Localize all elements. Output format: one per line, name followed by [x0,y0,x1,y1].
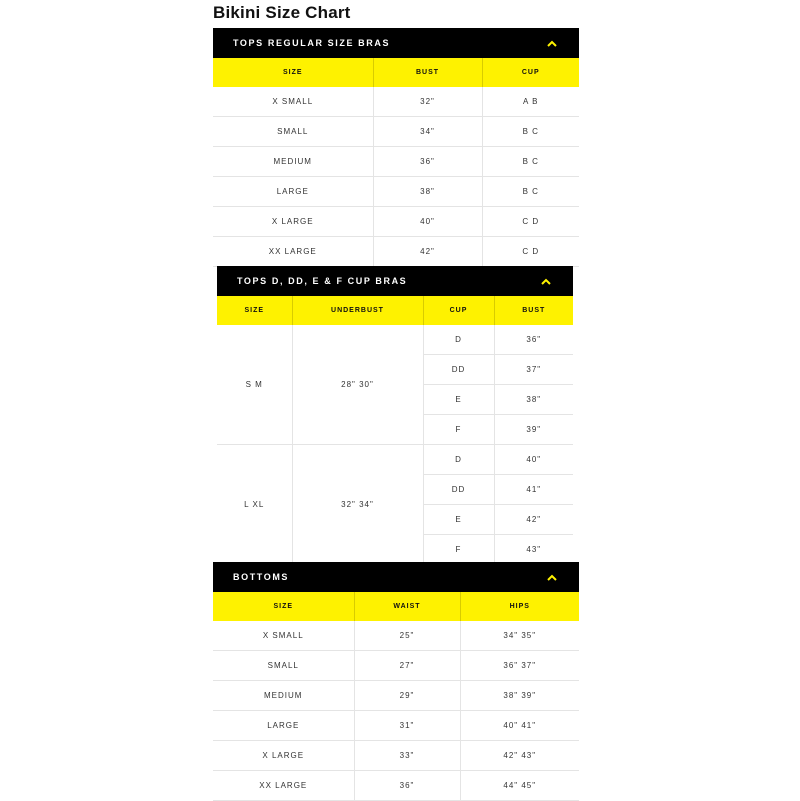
table-cell: XX LARGE [213,237,373,267]
bust-cell: 41" [494,475,573,505]
table-cell: B C [482,177,579,207]
tops-regular-section [213,28,579,267]
column-header: UNDERBUST [292,296,423,325]
table-cell: 42" [373,237,482,267]
cup-cell: E [423,385,494,415]
chevron-up-icon[interactable] [545,572,559,582]
table-cell: C D [482,207,579,237]
table-cell: 38" [373,177,482,207]
bust-cell: 42" [494,505,573,535]
table-cell: 42" 43" [460,741,579,771]
table-header-row [213,58,579,87]
table-cell: B C [482,147,579,177]
bust-cell: 40" [494,445,573,475]
column-header: WAIST [354,592,460,621]
column-header: HIPS [460,592,579,621]
size-cell: L XL [217,445,292,565]
table-cell: 32" [373,87,482,117]
table-cell: 27" [354,651,460,681]
bust-cell: 36" [494,325,573,355]
section-title: BOTTOMS [233,572,290,582]
table-cell: 34" [373,117,482,147]
table-row [217,325,573,355]
table-cell: MEDIUM [213,147,373,177]
table-cell: A B [482,87,579,117]
table-row [213,117,579,147]
chevron-up-icon[interactable] [539,276,553,286]
size-cell: S M [217,325,292,445]
tops-dcup-table [217,296,573,565]
table-cell: MEDIUM [213,681,354,711]
column-header: SIZE [217,296,292,325]
table-cell: 38" 39" [460,681,579,711]
table-row [213,177,579,207]
cup-cell: D [423,325,494,355]
table-row [213,621,579,651]
bust-cell: 43" [494,535,573,565]
table-cell: 40" 41" [460,711,579,741]
table-row [213,237,579,267]
table-cell: X SMALL [213,87,373,117]
table-header-row [217,296,573,325]
column-header: BUST [494,296,573,325]
table-cell: 25" [354,621,460,651]
table-row [213,207,579,237]
table-row [213,87,579,117]
table-cell: 44" 45" [460,771,579,801]
table-cell: LARGE [213,711,354,741]
table-row [213,147,579,177]
table-cell: XX LARGE [213,771,354,801]
table-cell: 31" [354,711,460,741]
bottoms-section [213,562,579,801]
cup-cell: DD [423,475,494,505]
table-cell: LARGE [213,177,373,207]
tops-dcup-header[interactable] [217,266,573,296]
table-header-row [213,592,579,621]
table-cell: B C [482,117,579,147]
table-row [217,445,573,475]
table-cell: 40" [373,207,482,237]
chevron-up-icon[interactable] [545,38,559,48]
underbust-cell: 28" 30" [292,325,423,445]
column-header: SIZE [213,592,354,621]
bust-cell: 39" [494,415,573,445]
section-title: TOPS REGULAR SIZE BRAS [233,38,391,48]
table-cell: SMALL [213,651,354,681]
table-cell: 36" [373,147,482,177]
bust-cell: 37" [494,355,573,385]
bottoms-table [213,592,579,801]
tops-dcup-section [217,266,573,565]
tops-regular-table [213,58,579,267]
page-title: Bikini Size Chart [213,3,351,22]
column-header: BUST [373,58,482,87]
table-cell: 36" [354,771,460,801]
table-cell: X LARGE [213,207,373,237]
table-cell: SMALL [213,117,373,147]
table-row [213,711,579,741]
table-cell: X LARGE [213,741,354,771]
table-cell: 34" 35" [460,621,579,651]
table-cell: 29" [354,681,460,711]
column-header: SIZE [213,58,373,87]
section-title: TOPS D, DD, E & F CUP BRAS [237,276,408,286]
table-cell: 33" [354,741,460,771]
tops-regular-header[interactable] [213,28,579,58]
table-row [213,651,579,681]
cup-cell: D [423,445,494,475]
table-row [213,771,579,801]
table-row [213,741,579,771]
cup-cell: F [423,415,494,445]
table-cell: C D [482,237,579,267]
underbust-cell: 32" 34" [292,445,423,565]
cup-cell: DD [423,355,494,385]
cup-cell: E [423,505,494,535]
table-row [213,681,579,711]
table-cell: X SMALL [213,621,354,651]
column-header: CUP [423,296,494,325]
cup-cell: F [423,535,494,565]
bottoms-header[interactable] [213,562,579,592]
bust-cell: 38" [494,385,573,415]
column-header: CUP [482,58,579,87]
table-cell: 36" 37" [460,651,579,681]
